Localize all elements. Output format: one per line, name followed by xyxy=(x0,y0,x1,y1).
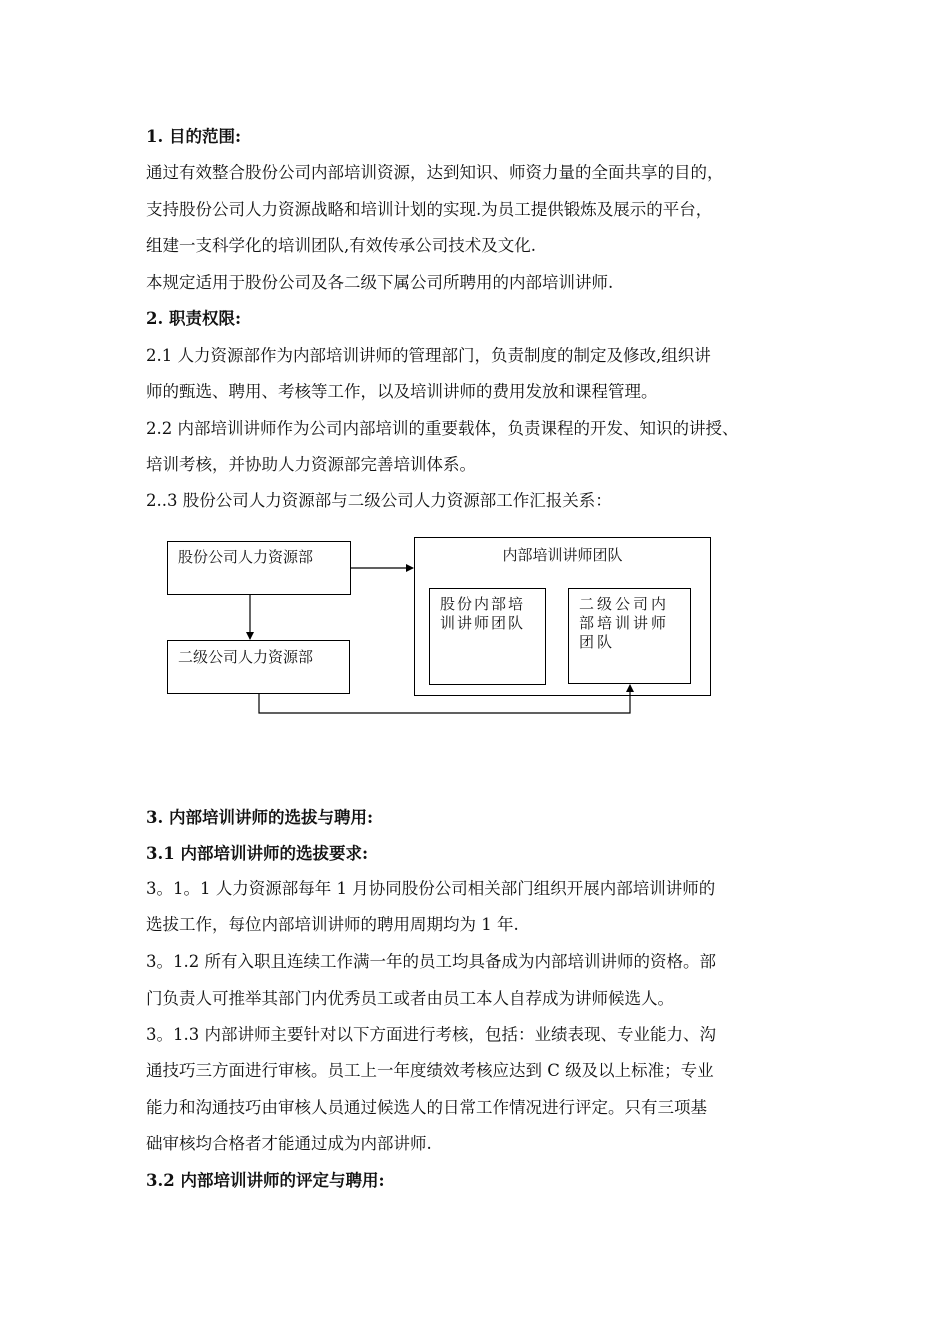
section1-line-2: 支持股份公司人力资源战略和培训计划的实现.为员工提供锻炼及展示的平台， xyxy=(146,200,713,219)
section3-line-2: 选拔工作，每位内部培训讲师的聘用周期均为 1 年. xyxy=(146,915,519,934)
section2-line-4: 培训考核，并协助人力资源部完善培训体系。 xyxy=(146,455,476,474)
section3-1-heading: 3.1 内部培训讲师的选拔要求: xyxy=(146,844,369,863)
section1-line-1: 通过有效整合股份公司内部培训资源，达到知识、师资力量的全面共享的目的， xyxy=(146,163,724,182)
trainer-team-title: 内部培训讲师团队 xyxy=(502,546,623,564)
section2-line-2: 师的甄选、聘用、考核等工作，以及培训讲师的费用发放和课程管理。 xyxy=(146,382,658,401)
section3-line-7: 能力和沟通技巧由审核人员通过候选人的日常工作情况进行评定。只有三项基 xyxy=(146,1098,707,1117)
section3-line-6: 通技巧三方面进行审核。员工上一年度绩效考核应达到 C 级及以上标准；专业 xyxy=(146,1061,714,1080)
hq-hr-label: 股份公司人力资源部 xyxy=(178,548,314,566)
section1-heading: 1. 目的范围: xyxy=(146,127,242,146)
sub-team-line-1: 二级公司内 xyxy=(579,595,670,613)
sub-team-line-2: 部培训讲师 xyxy=(579,614,670,632)
sub-team-line-3: 团队 xyxy=(579,633,616,651)
section3-line-3: 3。1.2 所有入职且连续工作满一年的员工均具备成为内部培训讲师的资格。部 xyxy=(146,952,716,971)
section2-line-3: 2.2 内部培训讲师作为公司内部培训的重要载体，负责课程的开发、知识的讲授、 xyxy=(146,419,739,438)
section3-line-8: 础审核均合格者才能通过成为内部讲师. xyxy=(146,1134,432,1153)
section3-line-4: 门负责人可推举其部门内优秀员工或者由员工本人自荐成为讲师候选人。 xyxy=(146,989,674,1008)
section2-line-1: 2.1 人力资源部作为内部培训讲师的管理部门，负责制度的制定及修改,组织讲 xyxy=(146,346,711,365)
section3-line-5: 3。1.3 内部讲师主要针对以下方面进行考核，包括：业绩表现、专业能力、沟 xyxy=(146,1025,716,1044)
section3-line-1: 3。1。1 人力资源部每年 1 月协同股份公司相关部门组织开展内部培训讲师的 xyxy=(146,879,716,898)
hq-team-line-2: 训讲师团队 xyxy=(440,614,526,632)
arrow-sub-hr-to-sub-team xyxy=(259,685,630,713)
section3-2-heading: 3.2 内部培训讲师的评定与聘用: xyxy=(146,1171,385,1190)
sub-hr-label: 二级公司人力资源部 xyxy=(178,648,314,666)
section2-line-5: 2..3 股份公司人力资源部与二级公司人力资源部工作汇报关系： xyxy=(146,491,612,510)
section2-heading: 2. 职责权限: xyxy=(146,309,242,328)
section1-line-3: 组建一支科学化的培训团队,有效传承公司技术及文化. xyxy=(146,236,536,255)
section1-line-4: 本规定适用于股份公司及各二级下属公司所聘用的内部培训讲师. xyxy=(146,273,614,292)
section3-heading: 3. 内部培训讲师的选拔与聘用: xyxy=(146,808,374,827)
hq-team-line-1: 股份内部培 xyxy=(440,595,526,613)
